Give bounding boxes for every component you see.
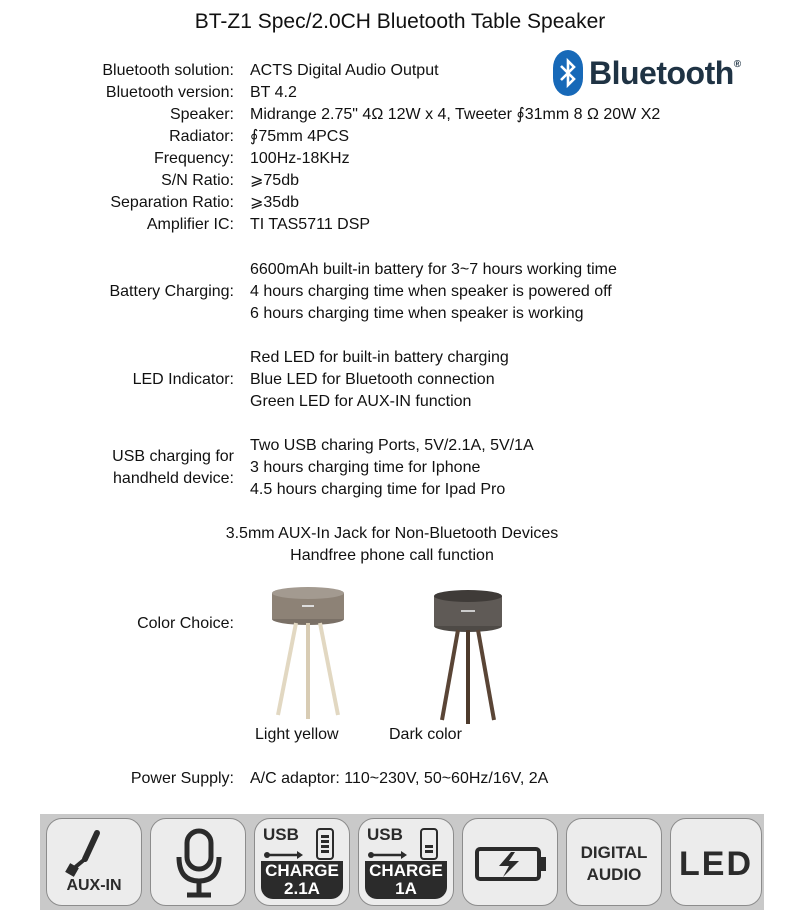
led-icon: LED <box>670 818 762 906</box>
spec-value-sn-ratio: ⩾75db <box>250 172 299 189</box>
led-line-1: Red LED for built-in battery charging <box>250 349 509 366</box>
feature-handfree: Handfree phone call function <box>290 547 494 564</box>
spec-value-radiator: ∮75mm 4PCS <box>250 128 350 145</box>
battery-line-1: 6600mAh built-in battery for 3~7 hours working time <box>250 261 617 278</box>
spec-value-amplifier-ic: TI TAS5711 DSP <box>250 216 371 233</box>
usb-line-2: 3 hours charging time for Iphone <box>250 459 481 476</box>
spec-label-separation-ratio: Separation Ratio: <box>110 194 234 211</box>
bluetooth-logo <box>553 49 741 97</box>
feature-aux-in: 3.5mm AUX-In Jack for Non-Bluetooth Devices <box>225 525 559 542</box>
color-choice-label: Color Choice: <box>137 615 234 632</box>
bluetooth-wordmark: Bluetooth® <box>589 54 741 91</box>
product-photo-dark <box>428 588 508 724</box>
spec-value-frequency: 100Hz-18KHz <box>250 150 350 167</box>
microphone-icon <box>150 818 246 906</box>
power-value: A/C adaptor: 110~230V, 50~60Hz/16V, 2A <box>250 770 549 787</box>
digital-audio-icon: DIGITAL AUDIO <box>566 818 662 906</box>
spec-label-speaker: Speaker: <box>169 106 234 123</box>
led-line-3: Green LED for AUX-IN function <box>250 393 472 410</box>
battery-line-2: 4 hours charging time when speaker is powered off <box>250 283 612 300</box>
color-caption-light-yellow: Light yellow <box>255 726 339 743</box>
bluetooth-rune-icon <box>553 50 583 96</box>
spec-label-amplifier-ic: Amplifier IC: <box>146 216 234 233</box>
usb-line-1: Two USB charing Ports, 5V/2.1A, 5V/1A <box>250 437 534 454</box>
usb-label-line-1: USB charging for <box>112 448 234 465</box>
color-caption-dark: Dark color <box>389 726 462 743</box>
led-line-2: Blue LED for Bluetooth connection <box>250 371 495 388</box>
spec-label-bluetooth-version: Bluetooth version: <box>105 84 234 101</box>
spec-value-bluetooth-solution: ACTS Digital Audio Output <box>250 62 439 79</box>
spec-label-radiator: Radiator: <box>169 128 234 145</box>
usb-charge-1a-icon: USB CHARGE 1A <box>358 818 454 906</box>
battery-label: Battery Charging: <box>109 283 234 300</box>
spec-label-sn-ratio: S/N Ratio: <box>161 172 234 189</box>
spec-label-bluetooth-solution: Bluetooth solution: <box>102 62 234 79</box>
aux-in-icon: AUX-IN <box>46 818 142 906</box>
battery-line-3: 6 hours charging time when speaker is working <box>250 305 584 322</box>
feature-icon-strip <box>40 814 764 910</box>
spec-value-speaker: Midrange 2.75" 4Ω 12W x 4, Tweeter ∮31mm 8 Ω 20W X2 <box>250 106 661 123</box>
spec-value-bluetooth-version: BT 4.2 <box>250 84 297 101</box>
page-title: BT-Z1 Spec/2.0CH Bluetooth Table Speaker <box>194 10 606 33</box>
spec-label-frequency: Frequency: <box>153 150 234 167</box>
power-label: Power Supply: <box>130 770 234 787</box>
usb-label-line-2: handheld device: <box>113 470 234 487</box>
usb-charge-2.1a-icon: USB CHARGE 2.1A <box>254 818 350 906</box>
usb-line-3: 4.5 hours charging time for Ipad Pro <box>250 481 506 498</box>
product-photo-light-yellow <box>256 585 360 721</box>
spec-value-separation-ratio: ⩾35db <box>250 194 299 211</box>
battery-icon <box>462 818 558 906</box>
led-label: LED Indicator: <box>132 371 234 388</box>
